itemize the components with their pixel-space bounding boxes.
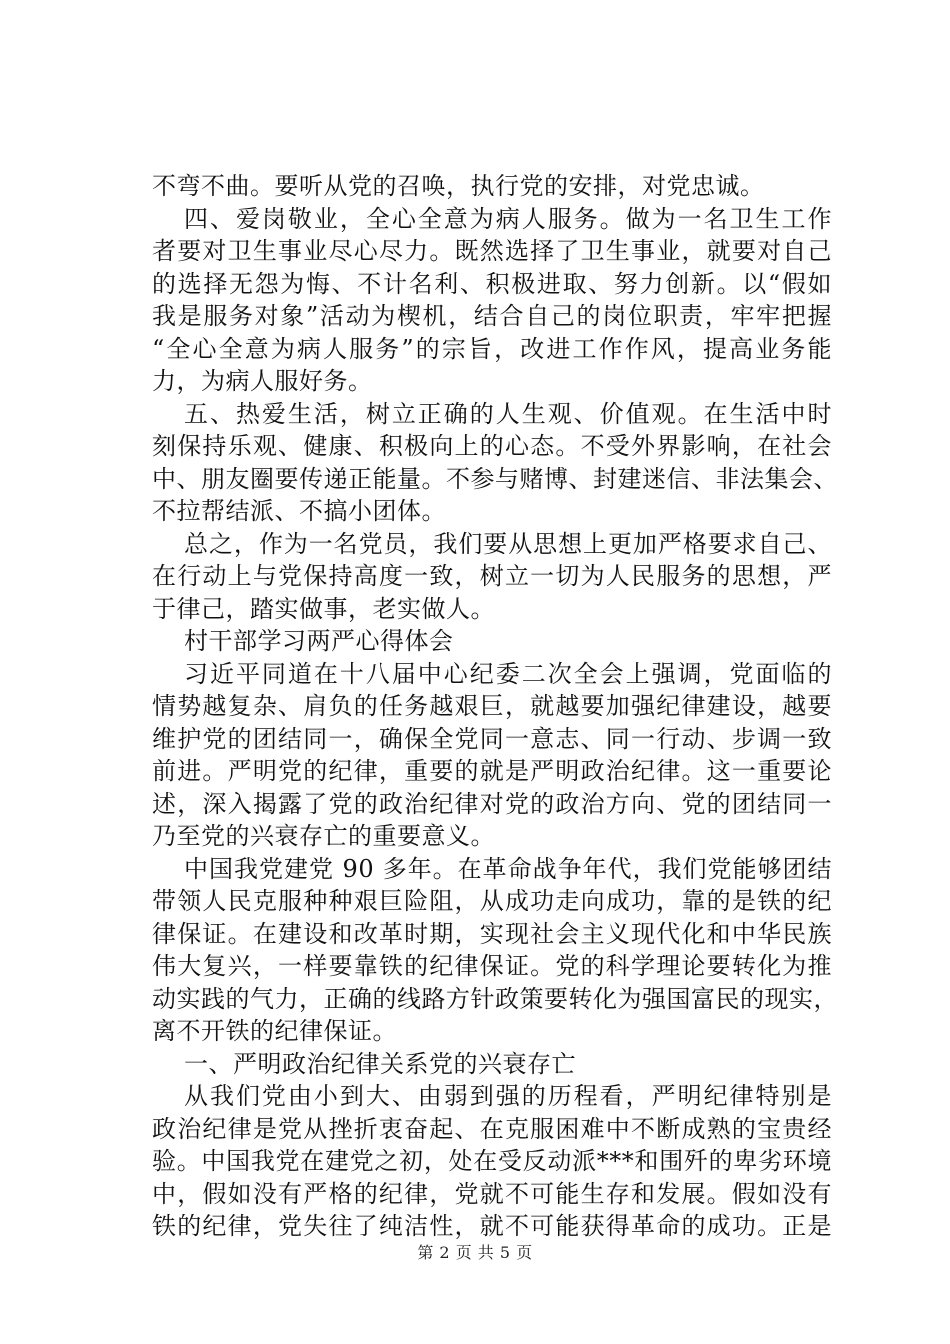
text-line: 于律己，踏实做事，老实做人。 (152, 594, 495, 623)
text-line: 中，假如没有严格的纪律，党就不可能生存和发展。假如没有 (152, 1179, 832, 1208)
text-line: “全心全意为病人服务”的宗旨，改进工作作风，提高业务能 (152, 334, 832, 363)
text-line: 中、朋友圈要传递正能量。不参与赌博、封建迷信、非法集会、 (152, 464, 838, 493)
text-line: 习近平同道在十八届中心纪委二次全会上强调，党面临的 (184, 659, 832, 688)
text-line: 政治纪律是党从挫折衷奋起、在克服困难中不断成熟的宝贵经 (152, 1114, 832, 1143)
text-line: 验。中国我党在建党之初，处在受反动派***和围歼的卑劣环境 (152, 1147, 832, 1175)
text-line: 铁的纪律，党失往了纯洁性，就不可能获得革命的成功。正是 (152, 1212, 832, 1240)
page-number-footer: 第 2 页 共 5 页 (417, 1243, 533, 1262)
text-line: 乃至党的兴衰存亡的重要意义。 (152, 822, 495, 850)
text-line: 维护党的团结同一，确保全党同一意志、同一行动、步调一致 (152, 724, 832, 753)
document-body (152, 170, 838, 1243)
text-line: 四、爱岗敬业，全心全意为病人服务。做为一名卫生工作 (184, 204, 832, 233)
text-line: 情势越复杂、肩负的任务越艰巨，就越要加强纪律建设，越要 (152, 692, 832, 720)
text-line: 刻保持乐观、健康、积极向上的心态。不受外界影响，在社会 (152, 432, 832, 460)
text-line: 不拉帮结派、不搞小团体。 (152, 497, 446, 525)
text-line: 述，深入揭露了党的政治纪律对党的政治方向、党的团结同一 (152, 789, 832, 818)
text-line: 前进。严明党的纪律，重要的就是严明政治纪律。这一重要论 (152, 757, 832, 785)
text-line: 动实践的气力，正确的线路方针政策要转化为强国富民的现实， (152, 984, 838, 1013)
text-line: 我是服务对象”活动为楔机，结合自己的岗位职责，牢牢把握 (152, 302, 832, 330)
text-line: 五、热爱生活，树立正确的人生观、价值观。在生活中时 (184, 399, 832, 428)
text-line: 力，为病人服好务。 (152, 367, 373, 395)
text-line: 带领人民克服种种艰巨险阻，从成功走向成功，靠的是铁的纪 (152, 887, 832, 915)
text-line: 者要对卫生事业尽心尽力。既然选择了卫生事业，就要对自己 (152, 237, 832, 265)
text-line: 伟大复兴，一样要靠铁的纪律保证。党的科学理论要转化为推 (152, 952, 832, 980)
text-line: 的选择无怨为悔、不计名利、积极进取、努力创新。以“假如 (152, 269, 832, 298)
text-line: 在行动上与党保持高度一致，树立一切为人民服务的思想，严 (152, 562, 832, 590)
text-line: 中国我党建党 90 多年。在革命战争年代，我们党能够团结 (184, 854, 832, 883)
text-line: 总之，作为一名党员，我们要从思想上更加严格要求自己、 (184, 529, 832, 558)
text-line: 从我们党由小到大、由弱到强的历程看，严明纪律特别是 (184, 1082, 832, 1110)
text-line: 律保证。在建设和改革时期，实现社会主义现代化和中华民族 (152, 919, 832, 948)
section-heading: 村干部学习两严心得体会 (184, 627, 454, 655)
text-line: 不弯不曲。要听从党的召唤，执行党的安排，对党忠诚。 (152, 172, 765, 200)
section-heading: 一、严明政治纪律关系党的兴衰存亡 (184, 1049, 576, 1078)
text-line: 离不开铁的纪律保证。 (152, 1017, 397, 1045)
